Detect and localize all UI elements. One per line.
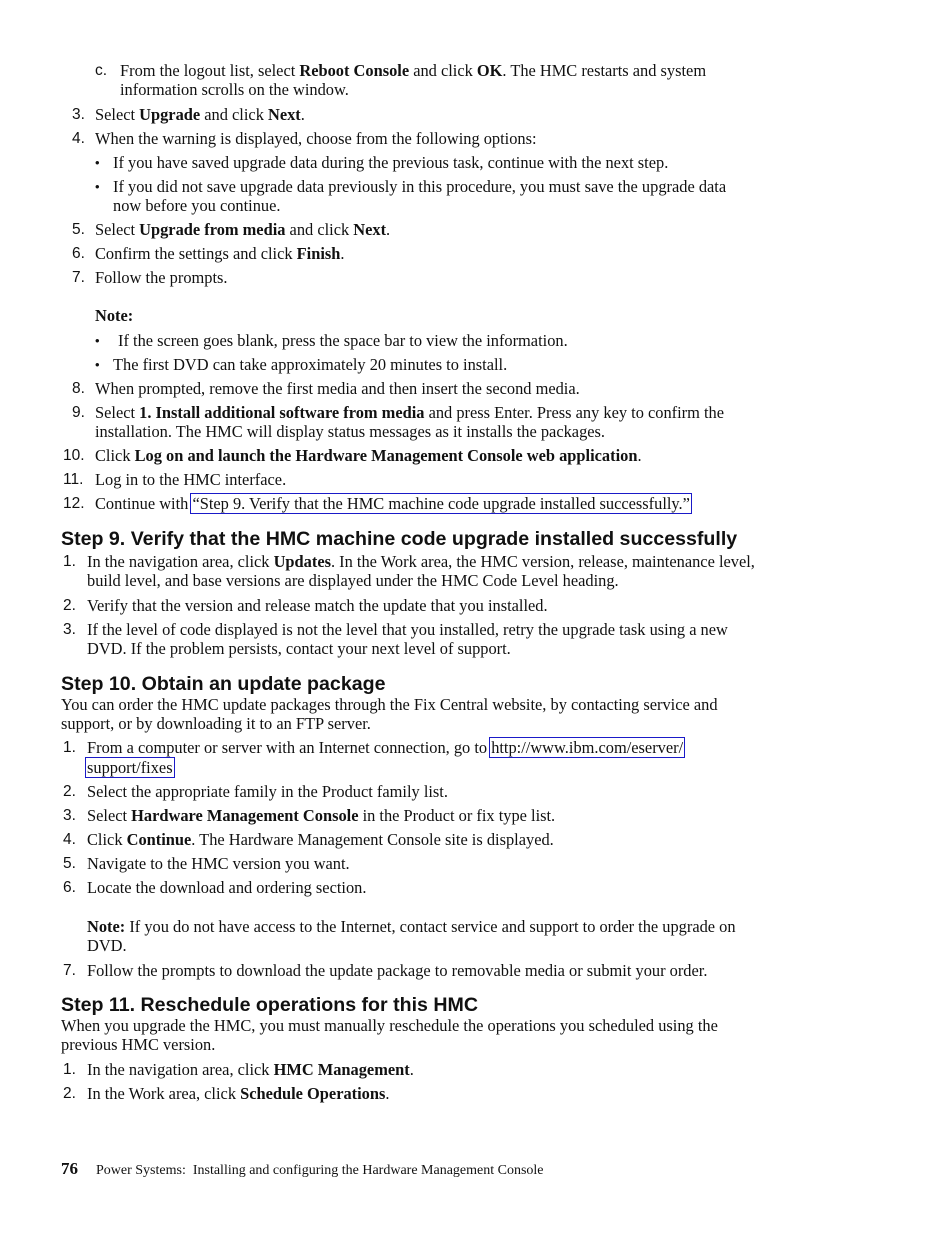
list-number: 7.: [63, 962, 76, 979]
step10-heading: Step 10. Obtain an update package: [61, 673, 386, 695]
intro-line1: When you upgrade the HMC, you must manually reschedule the operations you scheduled using the: [61, 1016, 718, 1035]
step9-heading: Step 9. Verify that the HMC machine code upgrade installed successfully: [61, 528, 738, 550]
list-item-line1: From a computer or server with an Internet connection, go to http://www.ibm.com/eserver/: [87, 738, 684, 757]
list-item: Continue with “Step 9. Verify that the HMC machine code upgrade installed successfully.”: [95, 494, 690, 513]
list-number: 9.: [72, 404, 85, 421]
list-number: 4.: [72, 130, 85, 147]
list-number: 6.: [72, 245, 85, 262]
bullet-icon: •: [95, 155, 100, 170]
list-number: 2.: [63, 1085, 76, 1102]
list-number: 8.: [72, 380, 85, 397]
list-item: Select Hardware Management Console in the Product or fix type list.: [87, 806, 556, 825]
list-number: 2.: [63, 783, 76, 800]
note-line2: DVD.: [87, 936, 127, 955]
list-number: 2.: [63, 597, 76, 614]
list-item-line1: Select 1. Install additional software from media and press Enter. Press any key to confirm the: [95, 403, 724, 422]
bullet-icon: •: [95, 333, 100, 348]
list-item: When prompted, remove the first media and then insert the second media.: [95, 379, 580, 398]
list-number: 10.: [63, 447, 85, 464]
list-number: 4.: [63, 831, 76, 848]
list-item: Navigate to the HMC version you want.: [87, 854, 350, 873]
page-footer: [61, 1159, 544, 1179]
list-item: Follow the prompts.: [95, 268, 228, 287]
list-item: Follow the prompts to download the update package to removable media or submit your order.: [87, 961, 708, 980]
bullet-item: If you have saved upgrade data during the previous task, continue with the next step.: [113, 153, 669, 172]
bullet-item-line1: If you did not save upgrade data previously in this procedure, you must save the upgrade data: [113, 177, 727, 196]
list-item: Confirm the settings and click Finish.: [95, 244, 345, 263]
list-item-line2: DVD. If the problem persists, contact your next level of support.: [87, 639, 511, 658]
step9-link[interactable]: “Step 9. Verify that the HMC machine code upgrade installed successfully.”: [192, 494, 690, 513]
note-label: Note:: [95, 306, 134, 325]
footer-title: Power Systems: Installing and configuring the Hardware Management Console: [96, 1163, 544, 1178]
list-item-line2: installation. The HMC will display status messages as it installs the packages.: [95, 422, 606, 441]
list-number: 3.: [63, 807, 76, 824]
bullet-icon: •: [95, 179, 100, 194]
intro-line2: previous HMC version.: [61, 1035, 216, 1054]
list-item-line1: In the navigation area, click Updates. In the Work area, the HMC version, release, maintenance level,: [87, 552, 755, 571]
bullet-item-line2: now before you continue.: [113, 196, 281, 215]
note-line1: Note: If you do not have access to the Internet, contact service and support to order the upgrade on: [87, 917, 736, 936]
list-item-line2: build level, and base versions are displayed under the HMC Code Level heading.: [87, 571, 619, 590]
list-number: 12.: [63, 495, 85, 512]
list-number: 5.: [72, 221, 85, 238]
note-bullet: If the screen goes blank, press the space bar to view the information.: [118, 331, 568, 350]
intro-line2: support, or by downloading it to an FTP server.: [61, 714, 371, 733]
note-bullet: The first DVD can take approximately 20 minutes to install.: [113, 355, 508, 374]
list-item: In the Work area, click Schedule Operations.: [87, 1084, 390, 1103]
list-number: 1.: [63, 553, 76, 570]
list-number: 6.: [63, 879, 76, 896]
bullet-icon: •: [95, 357, 100, 372]
list-number: 7.: [72, 269, 85, 286]
substep-marker: c.: [95, 62, 108, 79]
fixes-url-link[interactable]: http://www.ibm.com/eserver/: [491, 738, 684, 757]
list-item: Select the appropriate family in the Product family list.: [87, 782, 448, 801]
list-item-line2: [87, 758, 173, 778]
substep-c-line1: From the logout list, select Reboot Console and click OK. The HMC restarts and system: [120, 61, 707, 80]
list-item: In the navigation area, click HMC Management.: [87, 1060, 414, 1079]
intro-line1: You can order the HMC update packages through the Fix Central website, by contacting service and: [61, 695, 718, 714]
substep-c-line2: information scrolls on the window.: [120, 80, 349, 99]
list-item-line1: If the level of code displayed is not the level that you installed, retry the upgrade task using a new: [87, 620, 728, 639]
list-item: Click Log on and launch the Hardware Management Console web application.: [95, 446, 642, 465]
page-number: 76: [61, 1159, 78, 1178]
list-number: 11.: [63, 471, 84, 488]
step11-heading: Step 11. Reschedule operations for this HMC: [61, 994, 478, 1016]
list-item: Select Upgrade from media and click Next.: [95, 220, 391, 239]
fixes-url-link-continued[interactable]: support/fixes: [87, 758, 173, 777]
list-number: 3.: [72, 106, 85, 123]
list-item: Click Continue. The Hardware Management Console site is displayed.: [87, 830, 554, 849]
list-item: Locate the download and ordering section.: [87, 878, 367, 897]
list-number: 1.: [63, 1061, 76, 1078]
list-item: When the warning is displayed, choose from the following options:: [95, 129, 537, 148]
list-number: 5.: [63, 855, 76, 872]
list-item: Select Upgrade and click Next.: [95, 105, 305, 124]
list-item: Verify that the version and release match the update that you installed.: [87, 596, 548, 615]
list-number: 3.: [63, 621, 76, 638]
list-number: 1.: [63, 739, 76, 756]
list-item: Log in to the HMC interface.: [95, 470, 287, 489]
